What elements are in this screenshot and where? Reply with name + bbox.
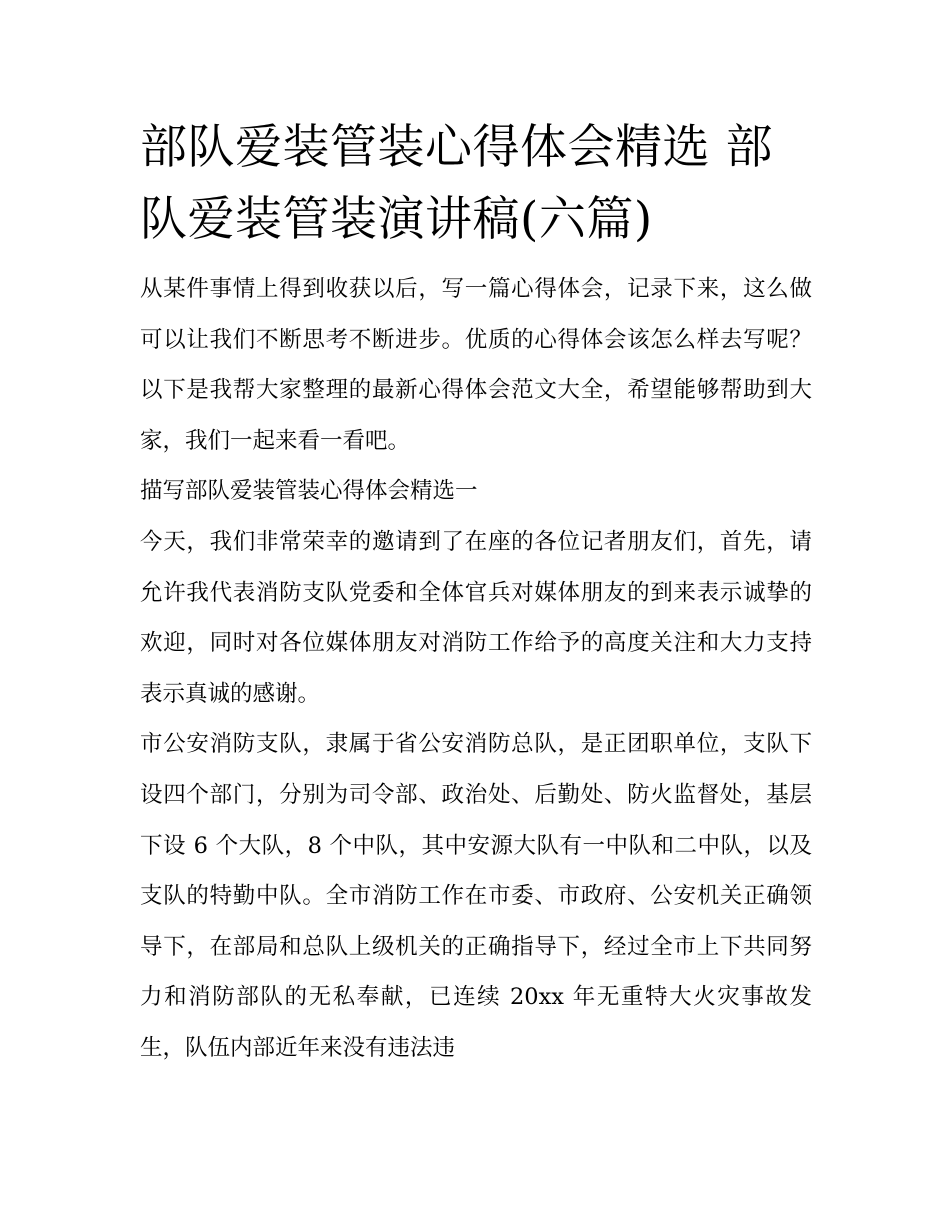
document-title: 部队爱装管装心得体会精选 部队爱装管装演讲稿(六篇): [140, 120, 773, 247]
body-paragraph-1: 今天，我们非常荣幸的邀请到了在座的各位记者朋友们，首先，请允许我代表消防支队党委和全体官兵对媒体朋友的到来表示诚挚的欢迎，同时对各位媒体朋友对消防工作给予的高度关注和大力支持表示真诚的感谢。: [140, 528, 812, 707]
document-content: [140, 112, 812, 1074]
body-paragraph-2: 市公安消防支队，隶属于省公安消防总队，是正团职单位，支队下设四个部门，分别为司令部、政治处、后勤处、防火监督处，基层下设 6 个大队，8 个中队，其中安源大队有一中队和二中队，以及支队的特勤中队。全市消防工作在市委、市政府、公安机关正确领导下，在部局和总队上级机关的正确指导下，经过全市上下共同努力和消防部队的无私奉献，已连续 20xx 年无重特大火灾事故发生，队伍内部近年来没有违法违: [140, 731, 812, 1061]
intro-paragraph: 从某件事情上得到收获以后，写一篇心得体会，记录下来，这么做可以让我们不断思考不断进步。优质的心得体会该怎么样去写呢？以下是我帮大家整理的最新心得体会范文大全，希望能够帮助到大家，我们一起来看一看吧。: [140, 276, 812, 454]
section-heading: 描写部队爱装管装心得体会精选一: [140, 478, 478, 505]
